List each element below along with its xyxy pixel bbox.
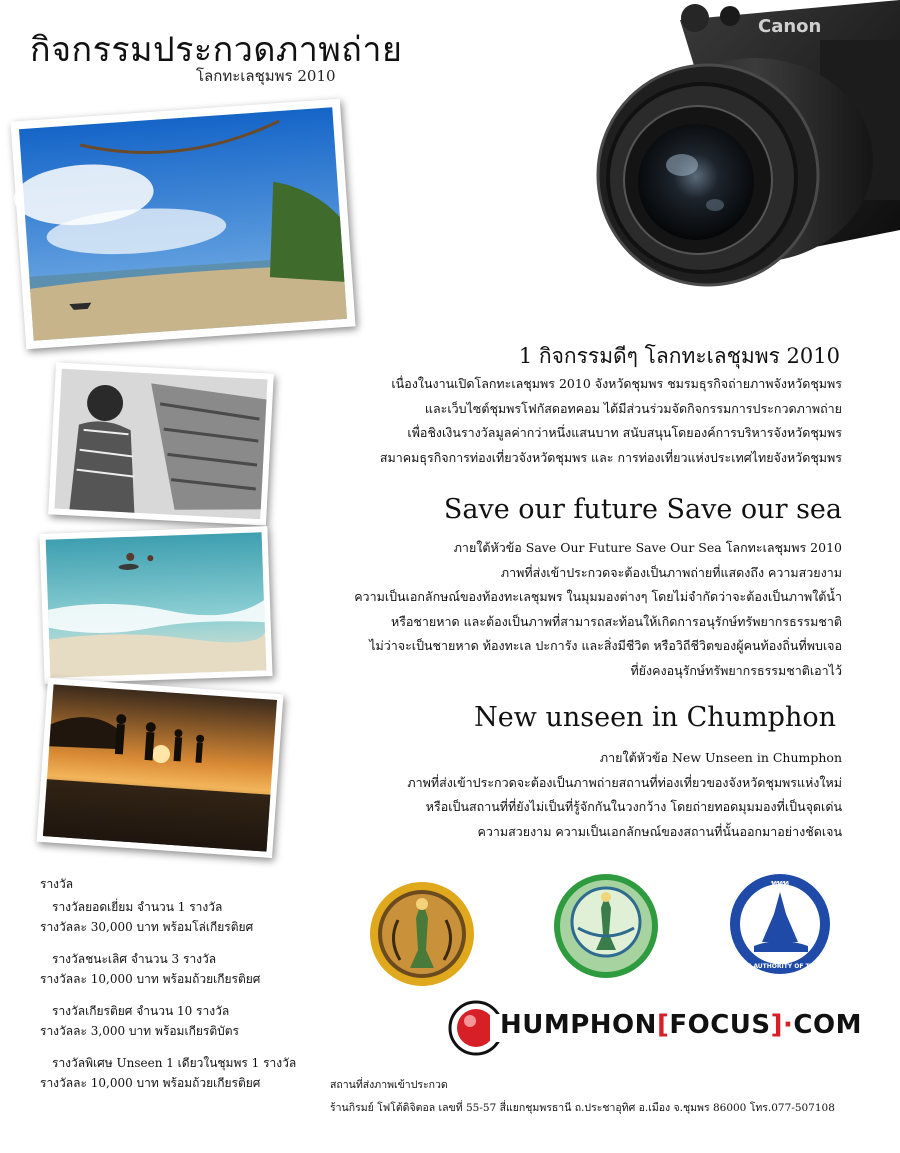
award-prize: รางวัลละ 3,000 บาท พร้อมเกียรติบัตร [40,1024,239,1038]
text-line: และเว็บไซต์ชุมพรโฟกัสดอทคอม ได้มีส่วนร่วมจัดกิจกรรมการประกวดภาพถ่าย [424,400,842,416]
chumphon-focus-logo [448,1000,862,1056]
text-line: ภายใต้หัวข้อ New Unseen in Chumphon [599,750,842,765]
awards-heading: รางวัล [40,877,74,891]
text-line: ภาพที่ส่งเข้าประกวดจะต้องเป็นภาพถ่ายสถานที่ท่องเที่ยวของจังหวัดชุมพรแห่งใหม่ [407,774,842,790]
photo-fisherman [48,362,274,525]
text-line: ภายใต้หัวข้อ Save Our Future Save Our Sea โลกทะเลชุมพร 2010 [453,540,842,555]
submission-label: สถานที่ส่งภาพเข้าประกวด [330,1079,448,1091]
camera-image [590,0,900,300]
text-line: หรือเป็นสถานที่ที่ยังไม่เป็นที่รู้จักกันในวงกว้าง โดยถ่ายทอดมุมมองที่เป็นจุดเด่น [425,799,842,814]
municipal-seal-logo [552,872,660,980]
camera-brand-text: Canon [758,16,822,37]
tat-abbr: ททท [771,879,789,889]
text-line: สมาคมธุรกิจการท่องเที่ยวจังหวัดชุมพร และ การท่องเที่ยวแห่งประเทศไทยจังหวัดชุมพร [379,449,842,465]
poster-title: กิจกรรมประกวดภาพถ่าย [30,30,403,70]
poster-subtitle: โลกทะเลชุมพร 2010 [196,67,336,85]
award-prize: รางวัลละ 30,000 บาท พร้อมโล่เกียรติยศ [40,920,254,934]
award-title: รางวัลพิเศษ Unseen 1 เดียวในชุมพร 1 รางวัล [52,1056,297,1070]
awards-list [40,874,296,1105]
submission-address: ร้านกิรมย์ โฟโต้ดิจิตอล เลขที่ 55-57 สี่แยกชุมพรธานี ถ.ประชาอุทิศ อ.เมือง จ.ชุมพร 86000 โทร.077-507108 [330,1102,835,1114]
province-seal-logo [368,880,476,988]
brand-name-part1: HUMPHON [500,1010,657,1040]
section-heading-unseen: New unseen in Chumphon [474,702,836,733]
section-heading-save-sea: Save our future Save our sea [443,494,842,525]
photo-beach-landscape [10,99,355,349]
section-heading-activity: 1 กิจกรรมดีๆ โลกทะเลชุมพร 2010 [518,344,840,368]
tat-name: TOURISM AUTHORITY OF THAILAND [720,963,840,970]
section-activity-body [380,372,842,470]
photo-sea-swimmers [39,526,272,684]
award-title: รางวัลเกียรติยศ จำนวน 10 รางวัล [52,1004,230,1018]
award-title: รางวัลยอดเยี่ยม จำนวน 1 รางวัล [52,900,223,914]
award-item [40,1001,296,1041]
award-title: รางวัลชนะเลิศ จำนวน 3 รางวัล [52,952,217,966]
award-item [40,897,296,937]
award-prize: รางวัลละ 10,000 บาท พร้อมถ้วยเกียรติยศ [40,972,261,986]
award-prize: รางวัลละ 10,000 บาท พร้อมถ้วยเกียรติยศ [40,1076,261,1090]
award-item [40,1053,296,1093]
photo-sunset-silhouette [37,678,284,858]
text-line: ภาพที่ส่งเข้าประกวดจะต้องเป็นภาพถ่ายที่แสดงถึง ความสวยงาม [500,564,842,580]
tat-logo [720,872,840,976]
brand-name-part3: COM [793,1010,862,1040]
section-unseen-body [407,746,842,844]
brand-wordmark: HUMPHON[FOCUS]·COM [500,1010,862,1040]
text-line: ไม่ว่าจะเป็นชายหาด ท้องทะเล ปะการัง และสิ่งมีชีวิต หรือวิถีชีวิตของผู้คนท้องถิ่นที่พบเจอ [369,638,842,653]
text-line: ความเป็นเอกลักษณ์ของท้องทะเลชุมพร ในมุมมองต่างๆ โดยไม่จำกัดว่าจะต้องเป็นภาพใต้น้ำ [354,589,842,604]
award-item [40,949,296,989]
brand-name-part2: FOCUS [669,1010,771,1040]
text-line: ความสวยงาม ความเป็นเอกลักษณ์ของสถานที่นั้นออกมาอย่างชัดเจน [477,823,842,839]
text-line: หรือชายหาด และต้องเป็นภาพที่สามารถสะท้อนให้เกิดการอนุรักษ์ทรัพยากรธรรมชาติ [390,613,842,629]
text-line: เพื่อชิงเงินรางวัลมูลค่ากว่าหนึ่งแสนบาท สนับสนุนโดยองค์การบริหารจังหวัดชุมพร [407,425,842,440]
text-line: เนื่องในงานเปิดโลกทะเลชุมพร 2010 จังหวัดชุมพร ชมรมธุรกิจถ่ายภาพจังหวัดชุมพร [391,376,842,391]
section-save-sea-body [354,536,842,683]
text-line: ที่ยังคงอนุรักษ์ทรัพยากรธรรมชาติเอาไว้ [630,662,842,678]
